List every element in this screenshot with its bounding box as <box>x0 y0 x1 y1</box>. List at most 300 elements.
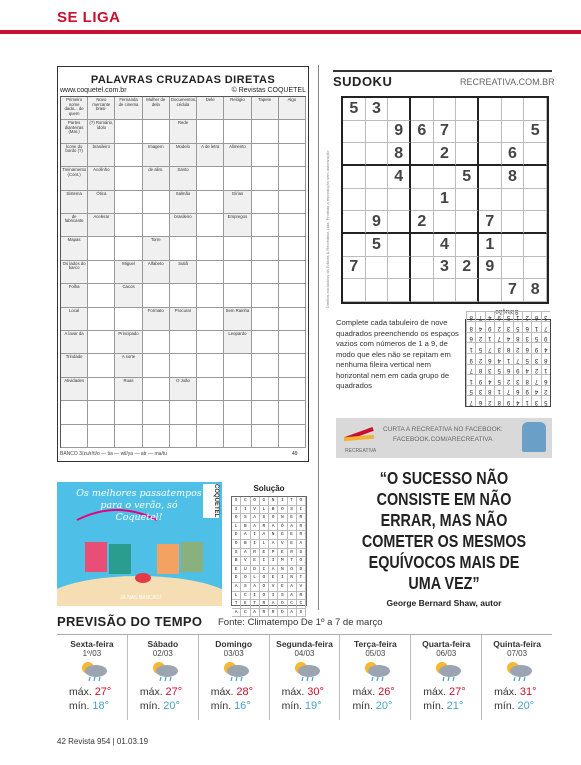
sudoku-cell[interactable] <box>502 257 525 280</box>
sudoku-solution-cell: 8 <box>541 353 550 364</box>
quote-text: “O SUCESSO NÃO CONSISTE EM NÃO ERRAR, MAS NÃO COMETER OS MESMOS EQUÍVOCOS MAIS DE UMA VEZ” <box>361 468 527 593</box>
sudoku-cell[interactable] <box>388 234 411 257</box>
solution-cell: I <box>241 506 250 515</box>
sudoku-cell[interactable]: 1 <box>479 234 502 257</box>
crossword-cell: O João <box>170 378 197 401</box>
solution-cell: A <box>251 583 260 592</box>
crossword-cell <box>197 308 224 331</box>
solution-cell: S <box>232 497 241 506</box>
crossword-cell <box>197 378 224 401</box>
page-footer: 42 Revista 954 | 01.03.19 <box>57 737 149 746</box>
weather-min <box>211 700 251 712</box>
solution-cell: D <box>232 531 241 540</box>
max-label: máx. <box>494 686 517 698</box>
crossword-cell <box>252 354 279 377</box>
crossword-cell <box>88 308 115 331</box>
sudoku-solution-cell: 7 <box>485 342 494 353</box>
solution-cell: A <box>269 523 278 532</box>
solution-cell: C <box>241 609 250 618</box>
crossword-cell: brasileiro <box>170 214 197 237</box>
weather-min <box>494 700 534 712</box>
solution-cell: L <box>260 506 269 515</box>
sudoku-cell[interactable] <box>524 166 547 189</box>
crossword-cell: Novo mercante brasi- <box>88 97 115 120</box>
crossword-cell: (?) Romário, ídolo <box>88 120 115 143</box>
solution-cell: V <box>297 583 306 592</box>
sudoku-cell[interactable] <box>479 143 502 166</box>
min-label: mín. <box>423 700 444 712</box>
solution-cell: E <box>269 574 278 583</box>
sudoku-cell[interactable] <box>434 98 457 121</box>
weather-day <box>482 635 552 720</box>
sudoku-solution-cell: 2 <box>494 321 503 332</box>
solution-cell: N <box>278 566 287 575</box>
sudoku-cell[interactable]: 8 <box>388 143 411 166</box>
ad-footer: JÁ NAS BANCAS! <box>120 595 161 601</box>
solution-cell: D <box>232 574 241 583</box>
sudoku-solution-cell: 8 <box>466 321 475 332</box>
min-temp: 21° <box>446 700 464 712</box>
pencils-icon <box>342 422 376 446</box>
crossword-cell <box>224 120 251 143</box>
sudoku-cell[interactable] <box>388 279 411 302</box>
solution-cell: L <box>251 574 260 583</box>
crossword-cell <box>61 401 88 424</box>
weather-day-name: Sexta-feira <box>70 639 114 649</box>
sudoku-cell[interactable] <box>343 121 366 144</box>
crossword-cell <box>115 214 142 237</box>
solution-cell: T <box>288 497 297 506</box>
crossword-cell: Alimento <box>224 144 251 167</box>
solution-cell: E <box>288 514 297 523</box>
crossword-page-number: 49 <box>292 451 298 457</box>
sudoku-cell[interactable]: 2 <box>434 143 457 166</box>
sudoku-cell[interactable]: 7 <box>434 121 457 144</box>
sudoku-cell[interactable] <box>524 211 547 234</box>
solution-cell: O <box>269 514 278 523</box>
solution-cell: E <box>241 600 250 609</box>
weather-max <box>140 686 182 698</box>
weather-max <box>494 686 536 698</box>
sudoku-cell[interactable] <box>343 234 366 257</box>
sudoku-cell[interactable]: 7 <box>502 279 525 302</box>
sudoku-cell[interactable]: 6 <box>502 143 525 166</box>
facebook-url[interactable]: FACEBOOK.COM/ARECREATIVA <box>393 436 493 443</box>
sudoku-cell[interactable] <box>524 143 547 166</box>
crossword-cell <box>115 191 142 214</box>
solution-cell: A <box>241 531 250 540</box>
sudoku-cell[interactable] <box>434 279 457 302</box>
sudoku-solution-cell: 6 <box>466 332 475 343</box>
sudoku-cell[interactable] <box>479 279 502 302</box>
solution-cell: G <box>278 531 287 540</box>
sudoku-solution-cell: 9 <box>531 342 540 353</box>
sudoku-solution-cell: 2 <box>475 332 484 343</box>
sudoku-solution-cell: 6 <box>503 364 512 375</box>
sudoku-solution-cell: 3 <box>522 332 531 343</box>
solution-cell: O <box>232 540 241 549</box>
sudoku-cell[interactable] <box>479 121 502 144</box>
crossword-cell <box>197 401 224 424</box>
sudoku-cell[interactable] <box>456 98 479 121</box>
crossword-cell <box>252 214 279 237</box>
crossword-cell <box>252 237 279 260</box>
crossword-cell <box>88 401 115 424</box>
sudoku-cell[interactable] <box>502 189 525 212</box>
solution-cell: O <box>278 506 287 515</box>
sudoku-cell[interactable] <box>524 257 547 280</box>
crossword-cell <box>252 120 279 143</box>
sun-rain-icon <box>77 660 109 682</box>
sudoku-cell[interactable] <box>388 98 411 121</box>
sudoku-cell[interactable] <box>456 121 479 144</box>
crossword-cell <box>197 261 224 284</box>
solution-cell: A <box>288 609 297 618</box>
sudoku-cell[interactable]: 6 <box>411 121 434 144</box>
crossword-cell <box>61 425 88 448</box>
solution-cell: B <box>241 540 250 549</box>
min-label: mín. <box>352 700 373 712</box>
weather-max <box>211 686 253 698</box>
weather-min <box>282 700 322 712</box>
crossword-subheader <box>60 87 306 94</box>
sudoku-cell[interactable] <box>456 234 479 257</box>
crossword-cell <box>197 237 224 260</box>
sudoku-solution-cell: 9 <box>503 395 512 406</box>
sudoku-cell[interactable] <box>366 257 389 280</box>
sudoku-cell[interactable] <box>434 166 457 189</box>
sudoku-solution-cell: 6 <box>522 342 531 353</box>
sudoku-solution-cell: 1 <box>466 374 475 385</box>
sudoku-cell[interactable] <box>343 279 366 302</box>
crossword-cell: Relógio <box>224 97 251 120</box>
sudoku-cell[interactable]: 7 <box>343 257 366 280</box>
solution-cell: R <box>288 549 297 558</box>
sudoku-solution-cell: 4 <box>522 364 531 375</box>
sudoku-cell[interactable] <box>411 279 434 302</box>
crossword-cell: Trindade <box>61 354 88 377</box>
max-label: máx. <box>423 686 447 698</box>
crossword-cell <box>197 120 224 143</box>
crossword-cell: Atividades <box>61 378 88 401</box>
solution-cell: A <box>288 592 297 601</box>
sudoku-source: RECREATIVA.COM.BR <box>460 77 555 87</box>
crossword-cell <box>224 261 251 284</box>
crossword-cell: Mulher de dela <box>143 97 170 120</box>
sudoku-cell[interactable] <box>434 211 457 234</box>
sudoku-cell[interactable]: 9 <box>388 121 411 144</box>
sun-rain-icon <box>360 660 392 682</box>
min-label: mín. <box>494 700 515 712</box>
weather-min <box>69 700 109 712</box>
crossword-grid <box>60 96 306 448</box>
sudoku-cell[interactable] <box>411 257 434 280</box>
sudoku-solution-cell: 4 <box>503 332 512 343</box>
sudoku-cell[interactable] <box>343 143 366 166</box>
sudoku-cell[interactable]: 3 <box>366 98 389 121</box>
sudoku-cell[interactable] <box>502 121 525 144</box>
solution-cell: R <box>260 523 269 532</box>
sudoku-cell[interactable] <box>456 279 479 302</box>
sudoku-cell[interactable] <box>411 143 434 166</box>
crossword-cell: Local <box>61 308 88 331</box>
crossword-cell <box>252 284 279 307</box>
sudoku-solution-cell: 3 <box>503 321 512 332</box>
sudoku-cell[interactable] <box>502 211 525 234</box>
sudoku-cell[interactable] <box>524 234 547 257</box>
sudoku-cell[interactable]: 1 <box>434 189 457 212</box>
crossword-cell <box>143 378 170 401</box>
sudoku-cell[interactable] <box>366 143 389 166</box>
weather-min <box>352 700 392 712</box>
solution-cell: R <box>260 600 269 609</box>
facebook-line1: CURTA A RECREATIVA NO FACEBOOK: <box>383 426 503 433</box>
sudoku-solution-cell: 4 <box>475 321 484 332</box>
sudoku-cell[interactable]: 2 <box>456 257 479 280</box>
weather-max <box>423 686 465 698</box>
sudoku-solution-cell: 5 <box>503 311 512 322</box>
solution-cell: O <box>232 514 241 523</box>
solution-cell: Ó <box>278 523 287 532</box>
crossword-cell: Algo <box>279 97 306 120</box>
sudoku-cell[interactable]: 8 <box>524 279 547 302</box>
crossword-cell <box>252 425 279 448</box>
sudoku-cell[interactable]: 9 <box>479 257 502 280</box>
sudoku-solution-cell: 5 <box>513 321 522 332</box>
sudoku-top-rule <box>333 70 552 72</box>
crossword-cell <box>279 401 306 424</box>
sudoku-solution-cell: 2 <box>485 395 494 406</box>
sudoku-solution-cell: 9 <box>475 374 484 385</box>
sudoku-cell[interactable] <box>366 189 389 212</box>
solution-cell: P <box>269 549 278 558</box>
sudoku-cell[interactable] <box>343 211 366 234</box>
solution-cell: C <box>288 600 297 609</box>
sudoku-cell[interactable] <box>411 189 434 212</box>
sun-rain-icon <box>219 660 251 682</box>
solution-cell: R <box>297 531 306 540</box>
sudoku-cell[interactable] <box>411 98 434 121</box>
sudoku-solution-cell: 1 <box>485 332 494 343</box>
crossword-cell <box>197 214 224 237</box>
min-temp: 20° <box>517 700 535 712</box>
solution-cell: A <box>269 600 278 609</box>
sudoku-solution-cell: 7 <box>475 311 484 322</box>
crossword-cell <box>115 308 142 331</box>
solution-cell: A <box>288 583 297 592</box>
sudoku-cell[interactable] <box>479 189 502 212</box>
sudoku-cell[interactable] <box>366 279 389 302</box>
header-divider <box>0 30 581 34</box>
max-label: máx. <box>210 686 234 698</box>
solution-cell: T <box>288 557 297 566</box>
sudoku-cell[interactable] <box>388 257 411 280</box>
solution-cell: I <box>297 506 306 515</box>
sun-rain-icon <box>431 660 463 682</box>
sudoku-cell[interactable] <box>411 166 434 189</box>
solution-cell: E <box>232 566 241 575</box>
solution-cell: A <box>269 566 278 575</box>
weather-day <box>128 635 199 720</box>
max-label: máx. <box>281 686 305 698</box>
sudoku-cell[interactable] <box>502 234 525 257</box>
solution-cell: L <box>260 540 269 549</box>
sudoku-cell[interactable]: 5 <box>366 234 389 257</box>
sudoku-solution-cell: 8 <box>475 364 484 375</box>
sudoku-cell[interactable] <box>343 189 366 212</box>
solution-cell: E <box>251 557 260 566</box>
crossword-cell: Ícone do bordo (?) <box>61 144 88 167</box>
sudoku-solution-cell: 1 <box>522 395 531 406</box>
solution-cell: B <box>269 506 278 515</box>
recreativa-label: RECREATIVA <box>345 448 377 454</box>
solution-cell: A <box>232 583 241 592</box>
solution-cell: V <box>269 583 278 592</box>
solution-cell: O <box>297 497 306 506</box>
sudoku-solution-cell: 7 <box>531 374 540 385</box>
crossword-cell: Dele <box>197 97 224 120</box>
sudoku-cell[interactable]: 2 <box>411 211 434 234</box>
sudoku-cell[interactable] <box>524 98 547 121</box>
crossword-cell <box>143 354 170 377</box>
solution-cell: S <box>288 506 297 515</box>
sudoku-solution-title: Solução <box>495 308 519 315</box>
sudoku-solution-cell: 6 <box>513 385 522 396</box>
sudoku-cell[interactable] <box>388 211 411 234</box>
crossword-cell <box>279 378 306 401</box>
solution-cell: C <box>241 497 250 506</box>
sudoku-cell[interactable]: 9 <box>366 211 389 234</box>
sudoku-solution-cell: 7 <box>494 332 503 343</box>
quote-author: George Bernard Shaw, autor <box>386 598 502 608</box>
crossword-cell <box>224 167 251 190</box>
crossword-cell: A de letra <box>197 144 224 167</box>
sudoku-solution-cell: 5 <box>466 385 475 396</box>
solution-cell: O <box>260 574 269 583</box>
solution-cell: I <box>251 592 260 601</box>
solution-cell: L <box>232 592 241 601</box>
solution-cell: I <box>260 566 269 575</box>
crossword-cell <box>143 284 170 307</box>
sudoku-cell[interactable]: 4 <box>434 234 457 257</box>
sudoku-cell[interactable] <box>456 189 479 212</box>
sudoku-cell[interactable]: 4 <box>388 166 411 189</box>
weather-source: Fonte: Climatempo De 1º a 7 de março <box>218 617 383 628</box>
sudoku-cell[interactable] <box>479 98 502 121</box>
sudoku-solution-grid <box>465 314 551 407</box>
sudoku-cell[interactable] <box>456 143 479 166</box>
solution-cell: A <box>251 609 260 618</box>
sudoku-cell[interactable]: 5 <box>343 98 366 121</box>
sudoku-cell[interactable] <box>524 189 547 212</box>
solution-cell: V <box>251 506 260 515</box>
sudoku-cell[interactable] <box>366 121 389 144</box>
sudoku-solution-cell: 2 <box>541 385 550 396</box>
sudoku-solution-cell: 9 <box>485 321 494 332</box>
sudoku-instructions: Complete cada tabuleiro de nove quadrados preenchendo os espaços vazios com números de 1 a 9, de modo que eles não se repitam em nenhuma fileira vertical nem horizontal nem em cada grupo de quadrados <box>336 318 459 390</box>
weather-day <box>270 635 341 720</box>
solution-cell: O <box>260 583 269 592</box>
crossword-title: PALAVRAS CRUZADAS DIRETAS <box>90 74 276 86</box>
crossword-cell <box>170 284 197 307</box>
crossword-cell <box>279 167 306 190</box>
weather-day-date: 03/03 <box>223 649 244 658</box>
sudoku-solution-cell: 9 <box>513 364 522 375</box>
crossword-cell <box>252 144 279 167</box>
solution-cell: E <box>288 531 297 540</box>
sudoku-solution-cell: 8 <box>485 385 494 396</box>
crossword-cell <box>115 144 142 167</box>
solution-cell: E <box>260 549 269 558</box>
weather-day-date: 06/03 <box>436 649 457 658</box>
sudoku-cell[interactable]: 3 <box>434 257 457 280</box>
sudoku-cell[interactable]: 8 <box>502 166 525 189</box>
solution-cell: R <box>297 514 306 523</box>
crossword-cell <box>224 354 251 377</box>
sudoku-solution-cell: 4 <box>494 353 503 364</box>
solution-cell: A <box>251 523 260 532</box>
sudoku-cell[interactable]: 5 <box>456 166 479 189</box>
solution-cell: O <box>241 574 250 583</box>
sudoku-cell[interactable] <box>388 189 411 212</box>
sudoku-solution-cell: 1 <box>494 385 503 396</box>
crossword-cell <box>279 237 306 260</box>
weather-min <box>423 700 463 712</box>
min-label: mín. <box>210 700 232 712</box>
crossword-cell <box>143 120 170 143</box>
sudoku-cell[interactable] <box>366 166 389 189</box>
sudoku-solution-cell: 2 <box>503 374 512 385</box>
sudoku-title: SUDOKU <box>333 74 393 89</box>
sudoku-cell[interactable] <box>343 166 366 189</box>
max-label: máx. <box>352 686 376 698</box>
sudoku-cell[interactable] <box>456 211 479 234</box>
sudoku-solution-cell: 6 <box>541 374 550 385</box>
solution-cell: I <box>278 574 287 583</box>
sudoku-cell[interactable]: 7 <box>479 211 502 234</box>
crossword-cell <box>143 214 170 237</box>
crossword-cell: Modelo <box>170 144 197 167</box>
solution-cell: N <box>269 531 278 540</box>
solution-cell: A <box>269 540 278 549</box>
solution-cell: O <box>288 566 297 575</box>
solution-cell: A <box>297 540 306 549</box>
sudoku-solution-cell: 7 <box>503 385 512 396</box>
sudoku-cell[interactable] <box>411 234 434 257</box>
weather-day-date: 02/03 <box>152 649 173 658</box>
sudoku-solution-cell: 6 <box>485 353 494 364</box>
sudoku-solution-cell: 3 <box>494 342 503 353</box>
solution-cell: S <box>260 514 269 523</box>
sudoku-grid <box>341 96 549 304</box>
crossword-cell <box>279 331 306 354</box>
sudoku-cell[interactable] <box>502 98 525 121</box>
sudoku-cell[interactable]: 5 <box>524 121 547 144</box>
sudoku-solution-cell: 3 <box>531 353 540 364</box>
sudoku-solution-cell: 8 <box>513 332 522 343</box>
crossword-cell <box>88 425 115 448</box>
sudoku-solution-cell: 8 <box>522 374 531 385</box>
solution-cell: B <box>232 557 241 566</box>
crossword-cell: Torre <box>143 237 170 260</box>
crossword-cell <box>252 401 279 424</box>
sudoku-solution-cell: 1 <box>513 311 522 322</box>
sudoku-cell[interactable] <box>479 166 502 189</box>
weather-day-date: 1º/03 <box>82 649 102 658</box>
crossword-cell <box>197 331 224 354</box>
crossword-cell <box>252 191 279 214</box>
sudoku-solution-cell: 3 <box>485 364 494 375</box>
